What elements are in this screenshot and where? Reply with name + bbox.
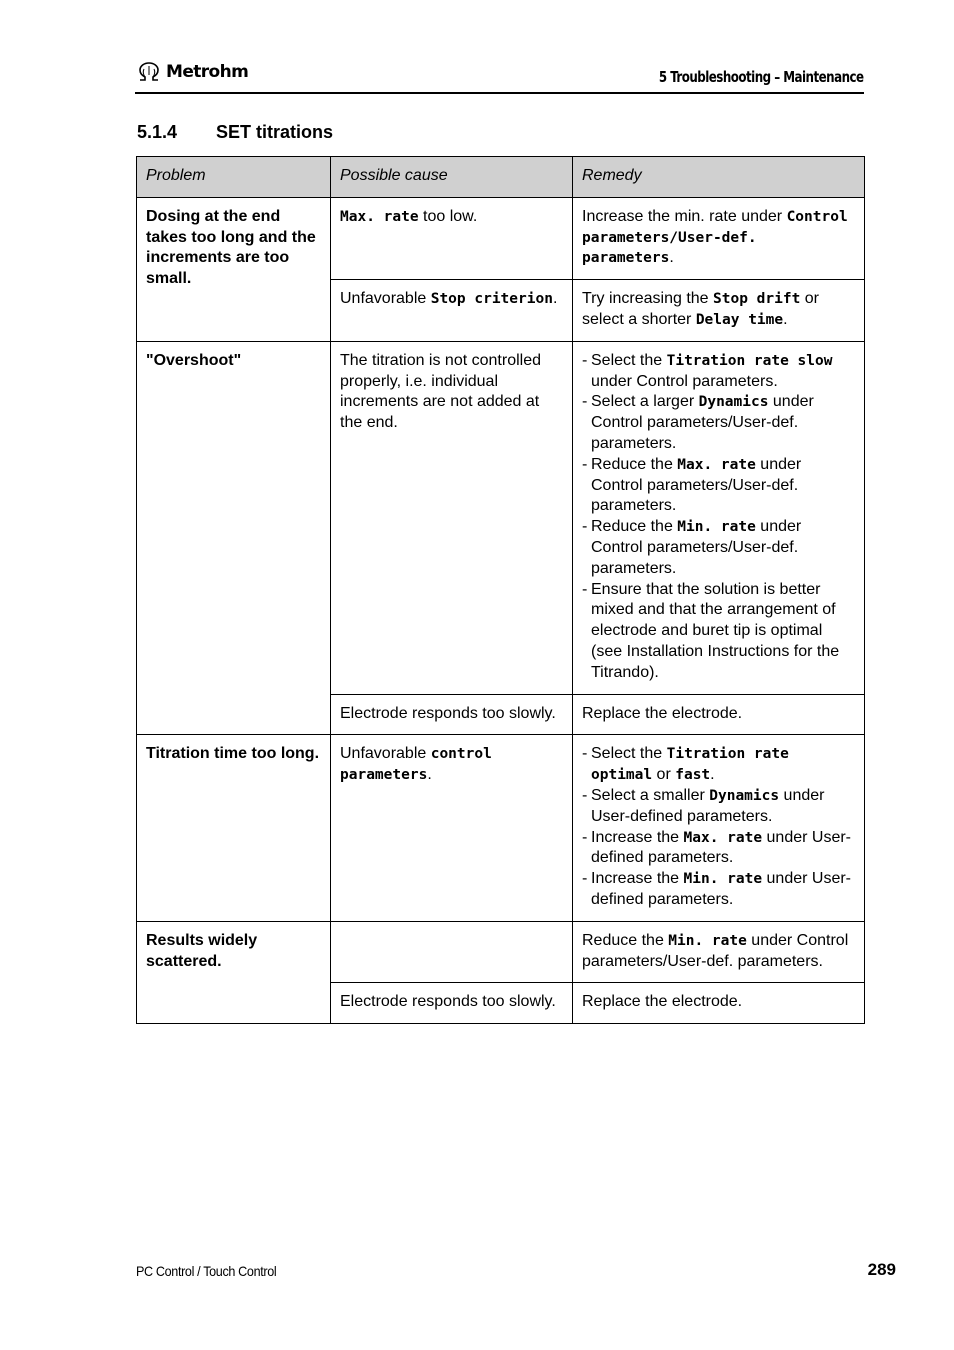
footer-product: PC Control / Touch Control [136, 1263, 277, 1279]
text-run: . [552, 290, 558, 308]
remedy-list [582, 351, 855, 684]
text-run: Try increasing the [582, 290, 714, 308]
remedy-list-item [582, 580, 855, 684]
text-run: under Control parameters/User-def. parameters. [591, 393, 814, 452]
parameter-name: Dynamics [698, 394, 769, 411]
parameter-name: Dynamics [709, 787, 780, 804]
chapter-title: 5 Troubleshooting – Maintenance [659, 68, 864, 86]
text-run: Select the [591, 745, 667, 763]
remedy-list-item [582, 744, 855, 786]
text-run: Unfavorable [340, 290, 431, 308]
table-row [137, 921, 865, 983]
problem-cell: Results widely scattered. [137, 921, 331, 1023]
text-run: Select a smaller [591, 786, 710, 804]
remedy-list [582, 744, 855, 910]
text-run: . [669, 249, 674, 267]
parameter-name: Control parameters/User-def. parameters [582, 208, 848, 267]
text-run: under Control parameters/User-def. parameters. [582, 931, 849, 970]
section-heading [137, 122, 333, 143]
text-run: or [652, 766, 676, 784]
table-row [137, 197, 865, 279]
text-run: under User-defined parameters. [591, 786, 825, 825]
text-run: Electrode responds too slowly. [340, 993, 556, 1011]
text-run: Replace the electrode. [582, 704, 743, 722]
parameter-name: Max. rate [683, 829, 763, 846]
text-run: Replace the electrode. [582, 993, 743, 1011]
text-run: or select a shorter [582, 290, 819, 328]
remedy-list-item [582, 351, 855, 393]
column-header-cause: Possible cause [331, 157, 573, 198]
text-run: Reduce the [591, 518, 678, 536]
text-run: under Control parameters/User-def. parameters. [591, 455, 802, 515]
text-run: Select a larger [591, 393, 699, 411]
metrohm-logo [137, 62, 248, 82]
section-number: 5.1.4 [137, 122, 178, 142]
text-run: Electrode responds too slowly. [340, 704, 556, 722]
cause-cell [331, 694, 573, 735]
page-header [135, 62, 864, 94]
cause-cell [331, 280, 573, 342]
remedy-list-item [582, 869, 855, 911]
remedy-list-item [582, 828, 855, 870]
cause-cell [331, 341, 573, 694]
parameter-name: Max. rate [677, 456, 756, 473]
column-header-problem: Problem [137, 157, 331, 198]
parameter-name: Titration rate optimal [591, 746, 789, 784]
remedy-cell [573, 735, 865, 921]
remedy-cell [573, 694, 865, 735]
parameter-name: fast [675, 767, 711, 784]
text-run: The titration is not controlled properly, i.e. individual increments are not added at the end. [340, 351, 541, 432]
table-row [137, 735, 865, 921]
cause-cell [331, 197, 573, 279]
text-run: Select the [591, 351, 667, 369]
remedy-cell [573, 197, 865, 279]
remedy-cell [573, 921, 865, 983]
column-header-remedy: Remedy [573, 157, 865, 198]
text-run: under Control parameters/User-def. parameters. [591, 518, 802, 577]
text-run: Ensure that the solution is better mixed and that the arrangement of electrode and buret tip is optimal (see Installation Instructions for the Titrando). [591, 580, 840, 681]
text-run: Increase the [591, 828, 684, 846]
text-run: Reduce the [582, 931, 669, 949]
text-run: Increase the [591, 870, 684, 888]
problem-cell: "Overshoot" [137, 341, 331, 735]
remedy-list-item [582, 786, 855, 828]
text-run: . [427, 766, 432, 784]
omega-logo-icon [137, 62, 161, 82]
text-run: under User-defined parameters. [591, 828, 851, 867]
cause-cell [331, 921, 573, 983]
logo-text: Metrohm [166, 62, 249, 82]
parameter-name: Max. rate [340, 208, 419, 225]
text-run: under User-defined parameters. [591, 870, 851, 908]
text-run: too low. [418, 207, 478, 225]
parameter-name: Min. rate [677, 519, 756, 536]
section-title: SET titrations [216, 122, 334, 142]
remedy-list-item [582, 455, 855, 517]
remedy-cell [573, 280, 865, 342]
text-run: Reduce the [591, 455, 678, 473]
cause-cell [331, 983, 573, 1024]
parameter-name: Min. rate [683, 871, 763, 888]
text-run: . [710, 766, 715, 784]
parameter-name: Titration rate slow [666, 352, 833, 369]
parameter-name: Delay time [695, 311, 784, 328]
text-run: under Control parameters. [591, 372, 778, 390]
page-number: 289 [867, 1260, 896, 1279]
text-run: Unfavorable [340, 745, 431, 763]
parameter-name: Min. rate [668, 932, 747, 949]
problem-cell: Titration time too long. [137, 735, 331, 921]
cause-cell [331, 735, 573, 921]
text-run: . [783, 310, 788, 328]
table-row [137, 341, 865, 694]
text-run: Increase the min. rate under [582, 207, 787, 225]
parameter-name: Stop drift [713, 291, 801, 308]
remedy-list-item [582, 392, 855, 454]
table-header-row [137, 157, 865, 198]
remedy-list-item [582, 517, 855, 579]
parameter-name: Stop criterion [430, 291, 553, 308]
troubleshooting-table [136, 156, 865, 1024]
remedy-cell [573, 341, 865, 694]
problem-cell: Dosing at the end takes too long and the increments are too small. [137, 197, 331, 341]
parameter-name: control parameters [340, 746, 492, 784]
remedy-cell [573, 983, 865, 1024]
